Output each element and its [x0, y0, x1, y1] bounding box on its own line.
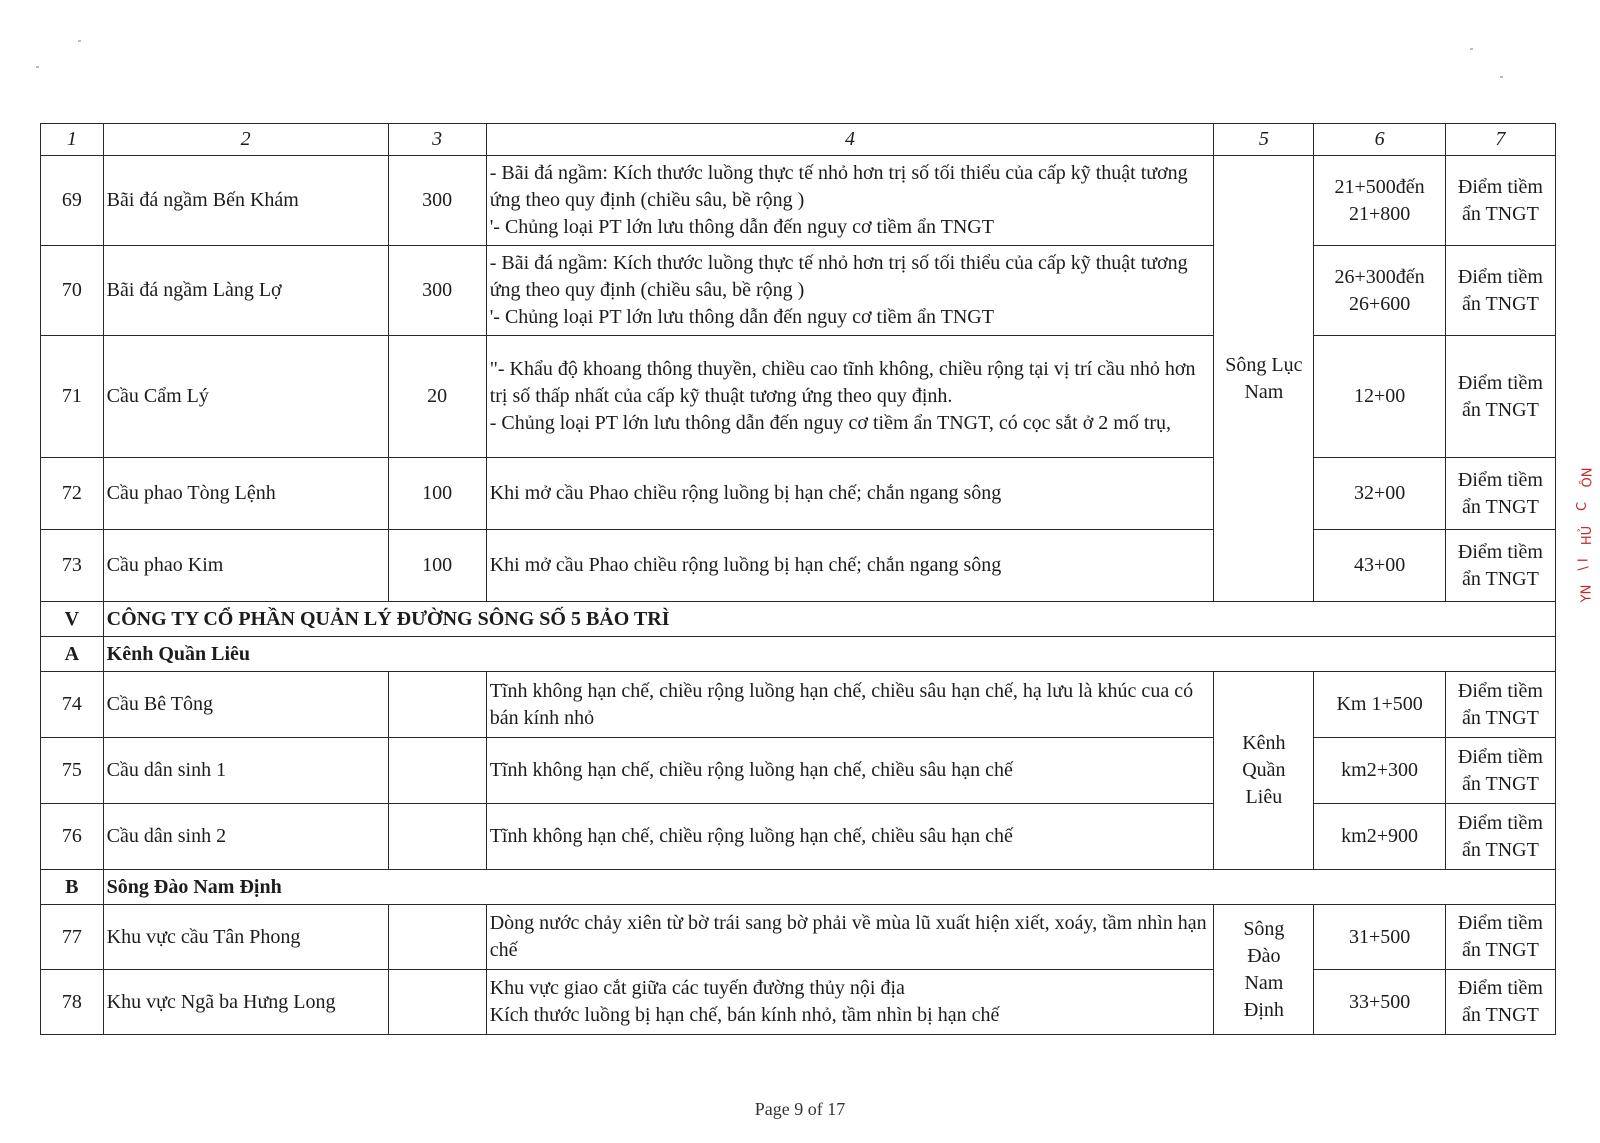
note-line: Điểm tiềm [1457, 175, 1543, 198]
hazard-note [1445, 458, 1555, 530]
location-name: Cầu phao Tòng Lệnh [103, 458, 388, 530]
stamp-text: HỦ [1580, 525, 1596, 546]
row-number: 73 [41, 530, 104, 602]
location-name: Khu vực cầu Tân Phong [103, 905, 388, 970]
header-cell: 2 [103, 124, 388, 156]
note-line: Điểm tiềm [1457, 540, 1543, 563]
km-line: 26+300đến [1334, 265, 1425, 288]
header-cell: 5 [1214, 124, 1314, 156]
section-title: Kênh Quần Liêu [103, 637, 1555, 672]
hazard-note [1445, 336, 1555, 458]
note-line: Điểm tiềm [1457, 912, 1543, 934]
river-line: Đào [1247, 944, 1281, 967]
length-value: 300 [388, 246, 486, 336]
km-position [1314, 672, 1445, 738]
note-line: ẩn TNGT [1461, 567, 1539, 590]
hazard-note [1445, 530, 1555, 602]
hazard-description [486, 970, 1214, 1035]
desc-line: - Chủng loại PT lớn lưu thông dẫn đến nguy cơ tiềm ẩn TNGT, có cọc sắt ở 2 mố trụ, [489, 412, 1172, 434]
km-line: 12+00 [1353, 385, 1406, 407]
row-number: 69 [41, 156, 104, 246]
km-position [1314, 530, 1445, 602]
table-row [41, 156, 1556, 246]
section-row-river [41, 870, 1556, 905]
note-line: ẩn TNGT [1461, 939, 1539, 961]
note-line: ẩn TNGT [1461, 1004, 1539, 1026]
hazard-description [486, 336, 1214, 458]
note-line: ẩn TNGT [1461, 838, 1539, 861]
desc-line: Dòng nước chảy xiên từ bờ trái sang bờ phải về mùa lũ xuất hiện xiết, xoáy, tầm nhìn hạn chế [489, 912, 1207, 961]
river-name [1214, 672, 1314, 870]
km-position [1314, 246, 1445, 336]
page-number: Page 9 of 17 [754, 1099, 846, 1119]
table-row [41, 246, 1556, 336]
header-cell: 7 [1445, 124, 1555, 156]
desc-line: - Bãi đá ngầm: Kích thước luồng thực tế nhỏ hơn trị số tối thiểu của cấp kỹ thuật tương ứng theo quy định (chiều sâu, bề rộng ) [489, 252, 1188, 301]
river-line: Nam [1244, 380, 1284, 403]
hazard-description [486, 672, 1214, 738]
note-line: ẩn TNGT [1461, 772, 1539, 795]
river-line: Sông Lục [1225, 353, 1303, 376]
desc-line: Khi mở cầu Phao chiều rộng luồng bị hạn chế; chắn ngang sông [489, 554, 1002, 576]
km-line: 33+500 [1348, 990, 1411, 1013]
stamp-text: C [1575, 501, 1591, 512]
desc-line: Tĩnh không hạn chế, chiều rộng luồng hạn chế, chiều sâu hạn chế [489, 759, 1013, 781]
desc-line: - Bãi đá ngầm: Kích thước luồng thực tế nhỏ hơn trị số tối thiểu của cấp kỹ thuật tương ứng theo quy định (chiều sâu, bề rộng ) [489, 162, 1188, 211]
desc-line: Khu vực giao cắt giữa các tuyến đường thủy nội địa [489, 977, 905, 999]
river-line: Quần [1242, 759, 1286, 781]
note-line: Điểm tiềm [1457, 265, 1543, 288]
river-line: Sông [1243, 917, 1285, 940]
length-value [388, 672, 486, 738]
table-row [41, 905, 1556, 970]
row-number: 72 [41, 458, 104, 530]
river-line: Liêu [1245, 786, 1283, 808]
note-line: Điểm tiềm [1457, 679, 1543, 702]
desc-line: Tĩnh không hạn chế, chiều rộng luồng hạn chế, chiều sâu hạn chế, hạ lưu là khúc cua có bán kính nhỏ [489, 679, 1194, 729]
table-row [41, 530, 1556, 602]
desc-line: "- Khẩu độ khoang thông thuyền, chiều cao tĩnh không, chiều rộng tại vị trí cầu nhỏ hơn trị số thấp nhất của cấp kỹ thuật tương ứng theo quy định. [489, 358, 1196, 407]
table-row [41, 738, 1556, 804]
row-number: 74 [41, 672, 104, 738]
note-line: Điểm tiềm [1457, 468, 1543, 491]
length-value: 300 [388, 156, 486, 246]
section-number: A [41, 637, 104, 672]
length-value [388, 970, 486, 1035]
length-value: 20 [388, 336, 486, 458]
km-position [1314, 905, 1445, 970]
desc-line: '- Chủng loại PT lớn lưu thông dẫn đến nguy cơ tiềm ẩn TNGT [489, 216, 994, 238]
km-position [1314, 156, 1445, 246]
length-value: 100 [388, 530, 486, 602]
km-line: 21+800 [1348, 202, 1411, 225]
section-row-channel [41, 637, 1556, 672]
table-row [41, 672, 1556, 738]
length-value [388, 804, 486, 870]
note-line: Điểm tiềm [1457, 977, 1543, 999]
desc-line: '- Chủng loại PT lớn lưu thông dẫn đến nguy cơ tiềm ẩn TNGT [489, 306, 994, 328]
location-name: Cầu Bê Tông [103, 672, 388, 738]
hazard-description [486, 246, 1214, 336]
scan-speck [36, 66, 39, 68]
length-value: 100 [388, 458, 486, 530]
river-name [1214, 905, 1314, 1035]
hazard-description [486, 530, 1214, 602]
stamp-text: \ I [1576, 558, 1592, 571]
km-position [1314, 458, 1445, 530]
location-name: Bãi đá ngầm Bến Khám [103, 156, 388, 246]
note-line: ẩn TNGT [1461, 202, 1539, 225]
km-position [1314, 804, 1445, 870]
header-cell: 1 [41, 124, 104, 156]
section-number: V [41, 602, 104, 637]
river-line: Nam [1244, 971, 1284, 994]
km-line: Km 1+500 [1336, 693, 1423, 715]
note-line: ẩn TNGT [1461, 292, 1539, 315]
hazard-note [1445, 672, 1555, 738]
section-title: Sông Đào Nam Định [103, 870, 1555, 905]
row-number: 71 [41, 336, 104, 458]
location-name: Bãi đá ngầm Làng Lợ [103, 246, 388, 336]
row-number: 77 [41, 905, 104, 970]
desc-line: Tĩnh không hạn chế, chiều rộng luồng hạn chế, chiều sâu hạn chế [489, 825, 1013, 847]
km-position [1314, 738, 1445, 804]
hazard-description [486, 738, 1214, 804]
desc-line: Khi mở cầu Phao chiều rộng luồng bị hạn chế; chắn ngang sông [489, 482, 1002, 504]
header-row [41, 124, 1556, 156]
km-line: 32+00 [1353, 482, 1406, 504]
row-number: 76 [41, 804, 104, 870]
note-line: Điểm tiềm [1457, 745, 1543, 768]
header-cell: 4 [486, 124, 1214, 156]
hazard-description [486, 804, 1214, 870]
note-line: ẩn TNGT [1461, 398, 1539, 421]
km-line: 43+00 [1353, 554, 1406, 576]
desc-line: Kích thước luồng bị hạn chế, bán kính nhỏ, tầm nhìn bị hạn chế [489, 1004, 1000, 1026]
river-line: Định [1243, 998, 1284, 1021]
scan-speck [1500, 76, 1503, 78]
km-line: km2+900 [1341, 825, 1419, 847]
stamp-text: ÔN [1580, 467, 1596, 488]
row-number: 70 [41, 246, 104, 336]
hazard-note [1445, 905, 1555, 970]
section-number: B [41, 870, 104, 905]
table-row [41, 336, 1556, 458]
row-number: 78 [41, 970, 104, 1035]
location-name: Cầu phao Kim [103, 530, 388, 602]
section-title: CÔNG TY CỔ PHẦN QUẢN LÝ ĐƯỜNG SÔNG SỐ 5 BẢO TRÌ [103, 602, 1555, 637]
length-value [388, 738, 486, 804]
red-stamp-fragment [1575, 467, 1600, 660]
note-line: ẩn TNGT [1461, 495, 1539, 518]
table-row [41, 804, 1556, 870]
location-name: Cầu Cẩm Lý [103, 336, 388, 458]
km-line: km2+300 [1341, 759, 1419, 781]
location-name: Cầu dân sinh 1 [103, 738, 388, 804]
hazard-note [1445, 738, 1555, 804]
km-position [1314, 970, 1445, 1035]
section-row-company [41, 602, 1556, 637]
scan-speck [78, 40, 81, 42]
length-value [388, 905, 486, 970]
table-row [41, 970, 1556, 1035]
river-line: Kênh [1242, 732, 1286, 754]
km-line: 31+500 [1348, 925, 1411, 948]
scan-speck [1470, 48, 1473, 50]
km-line: 21+500đến [1334, 175, 1425, 198]
km-position [1314, 336, 1445, 458]
hazard-note [1445, 970, 1555, 1035]
hazard-description [486, 156, 1214, 246]
hazard-description [486, 458, 1214, 530]
river-name [1214, 156, 1314, 602]
hazard-note [1445, 246, 1555, 336]
header-cell: 3 [388, 124, 486, 156]
stamp-text: YN [1579, 584, 1595, 603]
hazard-note [1445, 804, 1555, 870]
header-cell: 6 [1314, 124, 1445, 156]
note-line: ẩn TNGT [1461, 706, 1539, 729]
location-name: Cầu dân sinh 2 [103, 804, 388, 870]
note-line: Điểm tiềm [1457, 811, 1543, 834]
hazard-points-table [40, 123, 1556, 1035]
location-name: Khu vực Ngã ba Hưng Long [103, 970, 388, 1035]
km-line: 26+600 [1348, 292, 1411, 315]
note-line: Điểm tiềm [1457, 371, 1543, 394]
hazard-note [1445, 156, 1555, 246]
hazard-description [486, 905, 1214, 970]
row-number: 75 [41, 738, 104, 804]
table-row [41, 458, 1556, 530]
